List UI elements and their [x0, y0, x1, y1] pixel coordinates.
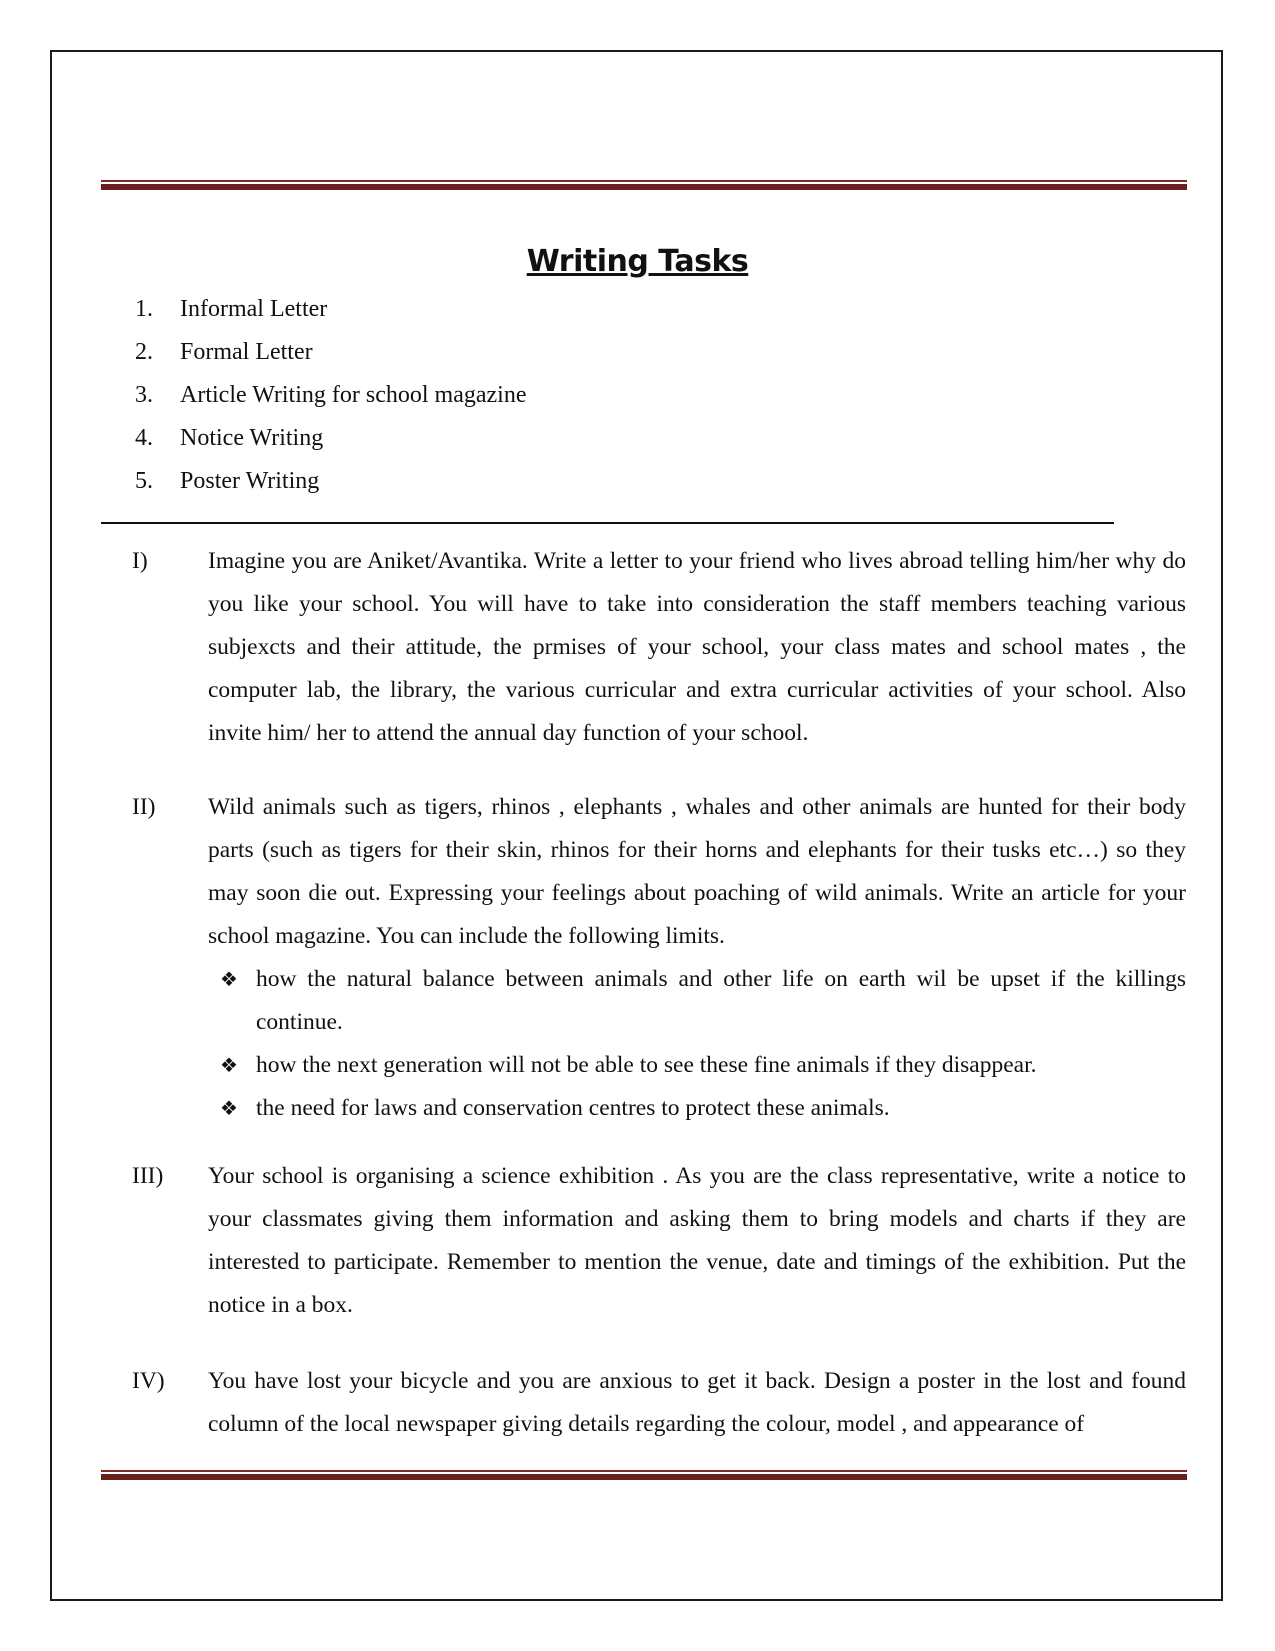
question-number: I) [132, 548, 148, 574]
header-rule [101, 180, 1187, 190]
diamond-bullet-icon: ❖ [220, 1096, 238, 1120]
question-text: Your school is organising a science exhibition . As you are the class representative, write a notice to your classmates giving them information and asking them to bring models and charts if they are interested to participate. Remember to mention the venue, date and timings of the exhibition. Put the notice in a box. [208, 1163, 1186, 1318]
list-item: 2. Formal Letter [135, 339, 313, 365]
diamond-bullet-icon: ❖ [220, 967, 238, 991]
question-text: You have lost your bicycle and you are anxious to get it back. Design a poster in the lost and found column of the local newspaper giving details regarding the colour, model , and appearance of [208, 1368, 1186, 1437]
diamond-bullet-icon: ❖ [220, 1053, 238, 1077]
question-2 [132, 786, 1186, 1130]
question-number: IV) [132, 1368, 165, 1394]
question-4 [132, 1360, 1186, 1446]
question-number: III) [132, 1163, 164, 1189]
list-item: ❖ how the natural balance between animals and other life on earth wil be upset if the killings continue. [220, 958, 1186, 1044]
list-item: ❖ the need for laws and conservation centres to protect these animals. [220, 1087, 1186, 1130]
footer-rule [101, 1470, 1187, 1480]
question-text: Imagine you are Aniket/Avantika. Write a letter to your friend who lives abroad telling him/her why do you like your school. You will have to take into consideration the staff members teaching various subjexcts and their attitude, the prmises of your school, your class mates and school mates , the computer lab, the library, the various curricular and extra curricular activities of your school. Also invite him/ her to attend the annual day function of your school. [208, 548, 1186, 746]
list-item: 3. Article Writing for school magazine [135, 382, 527, 408]
question-number: II) [132, 794, 156, 820]
task-list [135, 288, 526, 503]
list-item: 5. Poster Writing [135, 468, 320, 494]
question-1 [132, 540, 1186, 755]
bullet-list [220, 958, 1186, 1130]
question-text: Wild animals such as tigers, rhinos , elephants , whales and other animals are hunted for their body parts (such as tigers for their skin, rhinos for their horns and elephants for their tusks etc…) so they may soon die out. Expressing your feelings about poaching of wild animals. Write an article for your school magazine. You can include the following limits. [208, 794, 1186, 949]
list-item: 4. Notice Writing [135, 425, 324, 451]
page-title: Writing Tasks [526, 244, 749, 279]
question-3 [132, 1155, 1186, 1327]
section-divider [101, 522, 1114, 524]
list-item: ❖ how the next generation will not be able to see these fine animals if they disappear. [220, 1044, 1186, 1087]
list-item: 1. Informal Letter [135, 296, 328, 322]
